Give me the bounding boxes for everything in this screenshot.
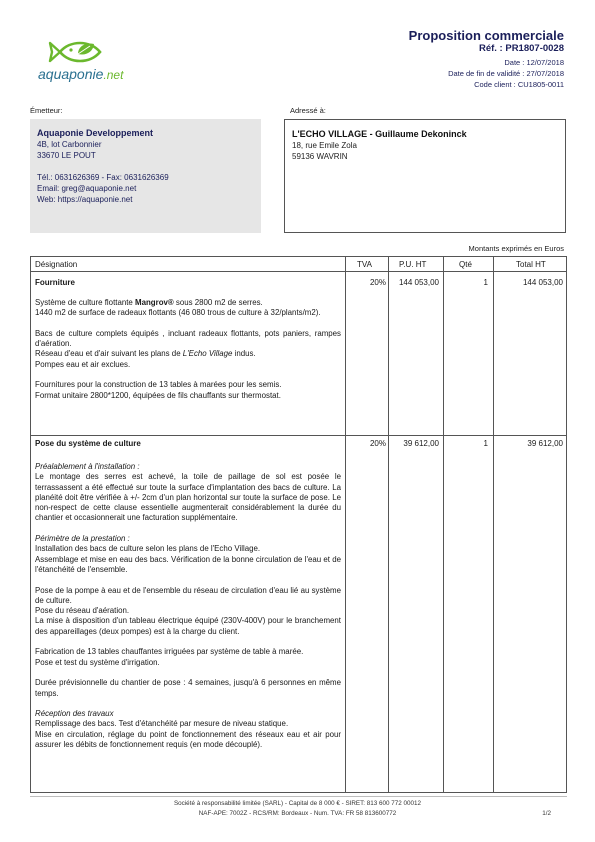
document-title: Proposition commerciale (408, 28, 564, 43)
validity-date: Date de fin de validité : 27/07/2018 (448, 69, 564, 78)
issuer-address-line2: 33670 LE POUT (37, 151, 96, 160)
logo-wordmark: aquaponie.net (38, 66, 124, 82)
issuer-address-line1: 4B, lot Carbonnier (37, 140, 102, 149)
recipient-box (284, 119, 566, 233)
header-unit-price: P.U. HT (399, 260, 427, 269)
row-total: 144 053,00 (522, 278, 563, 287)
row-divider (31, 435, 566, 436)
description-paragraph: Fournitures pour la construction de 13 tables à marées pour les semis. Format unitaire 2800*1200, équipées de fils chauffants sur thermostat. (35, 380, 282, 400)
issuer-label: Émetteur: (30, 106, 63, 115)
row-quantity: 1 (483, 439, 488, 448)
row-description (35, 462, 341, 750)
recipient-address-line2: 59136 WAVRIN (292, 152, 348, 161)
row-total: 39 612,00 (527, 439, 563, 448)
header-tva: TVA (357, 260, 372, 269)
issuer-phone: Tél.: 0631626369 - Fax: 0631626369 (37, 173, 169, 182)
description-paragraph: Réception des travaux Remplissage des bacs. Test d'étanchéité par mesure de niveau statique. Mise en circulation, réglage du point de fonctionnement des réseaux eau et air pour assurer les débits de fonctionnement requis (en mode découplé). (35, 709, 341, 750)
company-logo (38, 32, 148, 88)
row-unit-price: 39 612,00 (403, 439, 439, 448)
column-divider (345, 257, 346, 792)
description-paragraph: Bacs de culture complets équipés , incluant radeaux flottants, pots paniers, rampes d'aération. Réseau d'eau et d'air suivant les plans de L'Echo Village indus. Pompes eau et air exclues. (35, 328, 341, 369)
document-reference: Réf. : PR1807-0028 (478, 43, 564, 54)
footer-divider (30, 796, 567, 797)
header-quantity: Qté (459, 260, 472, 269)
issuer-box (30, 119, 261, 233)
description-paragraph: Système de culture flottante Mangrov® sous 2800 m2 de serres. 1440 m2 de surface de radeaux flottants (46 080 trous de culture à 32/plants/m2). (35, 298, 321, 318)
row-quantity: 1 (483, 278, 488, 287)
page-number: 1/2 (542, 810, 551, 817)
recipient-address-line1: 18, rue Emile Zola (292, 141, 357, 150)
column-divider (443, 257, 444, 792)
row-tva: 20% (369, 278, 386, 287)
column-divider (388, 257, 389, 792)
description-paragraph: Préalablement à l'installation : Le montage des serres est achevé, la toile de paillage de sol est posée le terrassassent a été effectué sur toute la surface d'implantation des bacs de culture. La planéité doit être vérifiée à +/- 2cm d'un plan horizontal sur toute la surface de pose. Le non-respect de cette clause essentielle augmenterait considérablement la durée du chantier et occasionnerait une facturation supplémentaire. (35, 462, 341, 523)
row-unit-price: 144 053,00 (398, 278, 439, 287)
description-paragraph: Périmètre de la prestation : Installation des bacs de culture selon les plans de l'Echo Village. Assemblage et mise en eau des bacs. Vérification de la bonne circulation de l'eau et de l'étanchéité de l'ensemble. (35, 534, 341, 574)
quote-table (30, 256, 567, 793)
header-total: Total HT (516, 260, 546, 269)
document-date: Date : 12/07/2018 (504, 58, 564, 67)
issuer-name: Aquaponie Developpement (37, 128, 154, 138)
client-code: Code client : CU1805-0011 (474, 80, 564, 89)
footer-legal-line2: NAF-APE: 7002Z - RCS/RM: Bordeaux - Num. TVA: FR 58 813600772 (198, 810, 397, 817)
header-designation: Désignation (35, 260, 78, 269)
column-divider (493, 257, 494, 792)
description-paragraph: Fabrication de 13 tables chauffantes irriguées par système de table à marée. Pose et test du système d'irrigation. (35, 647, 304, 667)
issuer-website[interactable]: Web: https://aquaponie.net (37, 195, 133, 204)
row-tva: 20% (369, 439, 386, 448)
description-paragraph: Durée prévisionnelle du chantier de pose : 4 semaines, jusqu'à 6 personnes en même temps. (35, 678, 341, 698)
recipient-name: L'ECHO VILLAGE - Guillaume Dekoninck (292, 129, 467, 139)
table-header (31, 257, 566, 272)
footer-legal-line1: Société à responsabilité limitée (SARL) - Capital de 8 000 € - SIRET: 813 600 772 00012 (173, 800, 422, 807)
currency-note: Montants exprimés en Euros (468, 244, 564, 253)
row-title: Fourniture (35, 278, 75, 287)
issuer-email[interactable]: Email: greg@aquaponie.net (37, 184, 137, 193)
row-description (35, 298, 341, 411)
row-title: Pose du système de culture (35, 439, 141, 448)
recipient-label: Adressé à: (290, 106, 326, 115)
description-paragraph: Pose de la pompe à eau et de l'ensemble du réseau de circulation d'eau lié au système de culture. Pose du réseau d'aération. La mise à disposition d'un tableau électrique équipé (230V-400V) pour le branchement des appareillages (deux pompes) est à la charge du client. (35, 585, 341, 636)
